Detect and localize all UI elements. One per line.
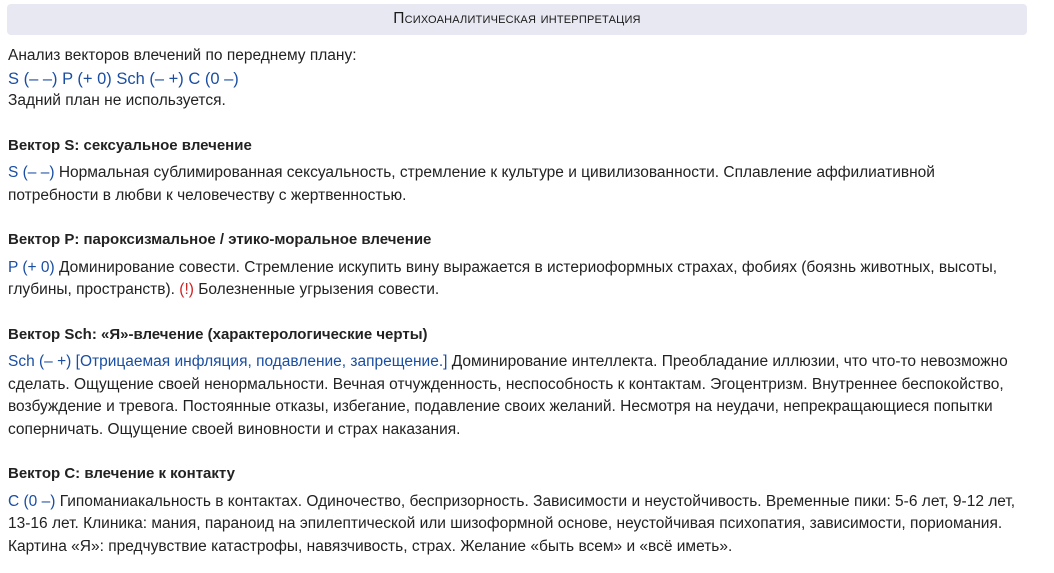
section-text-continued: Болезненные угрызения совести. xyxy=(198,281,440,298)
section-heading: Вектор S: сексуальное влечение xyxy=(8,136,252,154)
section-body xyxy=(8,491,1028,559)
section-body xyxy=(8,162,1028,207)
vector-formula: S (– –) P (+ 0) Sch (– +) C (0 –) xyxy=(8,69,239,88)
section-body xyxy=(8,257,1028,302)
section-text: Гипоманиакальность в контактах. Одиночество, беспризорность. Зависимости и неустойчивость. Временные пики: 5-6 лет, 9-12 лет, 13-16 лет. Клиника: мания, параноид на эпилептической или шизоформной основе, неустойчивая психопатия, зависимости, пориомания. Картина «Я»: предчувствие катастрофы, навязчивость, страх. Желание «быть всем» и «всё иметь». xyxy=(8,492,1016,555)
section-body xyxy=(8,351,1028,441)
section-text: Нормальная сублимированная сексуальность, стремление к культуре и цивилизованности. Сплавление аффилиативной потребности в любви к человечеству с жертвенностью. xyxy=(8,164,935,204)
section-vector-sch xyxy=(8,324,1028,442)
section-text: Доминирование интеллекта. Преобладание иллюзии, что что-то невозможно сделать. Ощущение своей ненормальности. Вечная отчужденность, неспособность к контактам. Эгоцентризм. Внутреннее беспокойство, возбуждение и тревога. Постоянные отказы, избегание, подавление своих желаний. Несмотря на неудачи, непрекращающиеся попытки соперничать. Ощущение своей виновности и страх наказания. xyxy=(8,353,1008,438)
vector-code: P (+ 0) xyxy=(8,258,55,276)
section-text: Доминирование совести. Стремление искупить вину выражается в истериоформных страхах, фобиях (боязнь животных, высоты, глубины, пространств). xyxy=(8,258,998,298)
interpretation-content xyxy=(8,45,1028,558)
section-heading: Вектор C: влечение к контакту xyxy=(8,465,235,482)
intro-text: Анализ векторов влечений по переднему плану: xyxy=(8,47,357,64)
section-heading: Вектор Sch: «Я»-влечение (характерологические черты) xyxy=(8,325,428,343)
section-heading: Вектор P: пароксизмальное / этико-моральное влечение xyxy=(8,231,432,248)
warning-mark: (!) xyxy=(179,281,194,298)
vector-code: Sch (– +) xyxy=(8,353,72,370)
bracketed-note: [Отрицаемая инфляция, подавление, запрещение.] xyxy=(75,353,448,370)
intro-block xyxy=(8,45,1028,113)
section-vector-s xyxy=(8,135,1028,208)
vector-code: C (0 –) xyxy=(8,492,56,510)
section-vector-c xyxy=(8,463,1028,558)
page-title: Психоаналитическая интерпретация xyxy=(393,10,641,28)
section-vector-p xyxy=(8,229,1028,302)
background-note: Задний план не используется. xyxy=(8,92,226,109)
section-header-bar xyxy=(7,4,1027,35)
vector-code: S (– –) xyxy=(8,164,55,181)
